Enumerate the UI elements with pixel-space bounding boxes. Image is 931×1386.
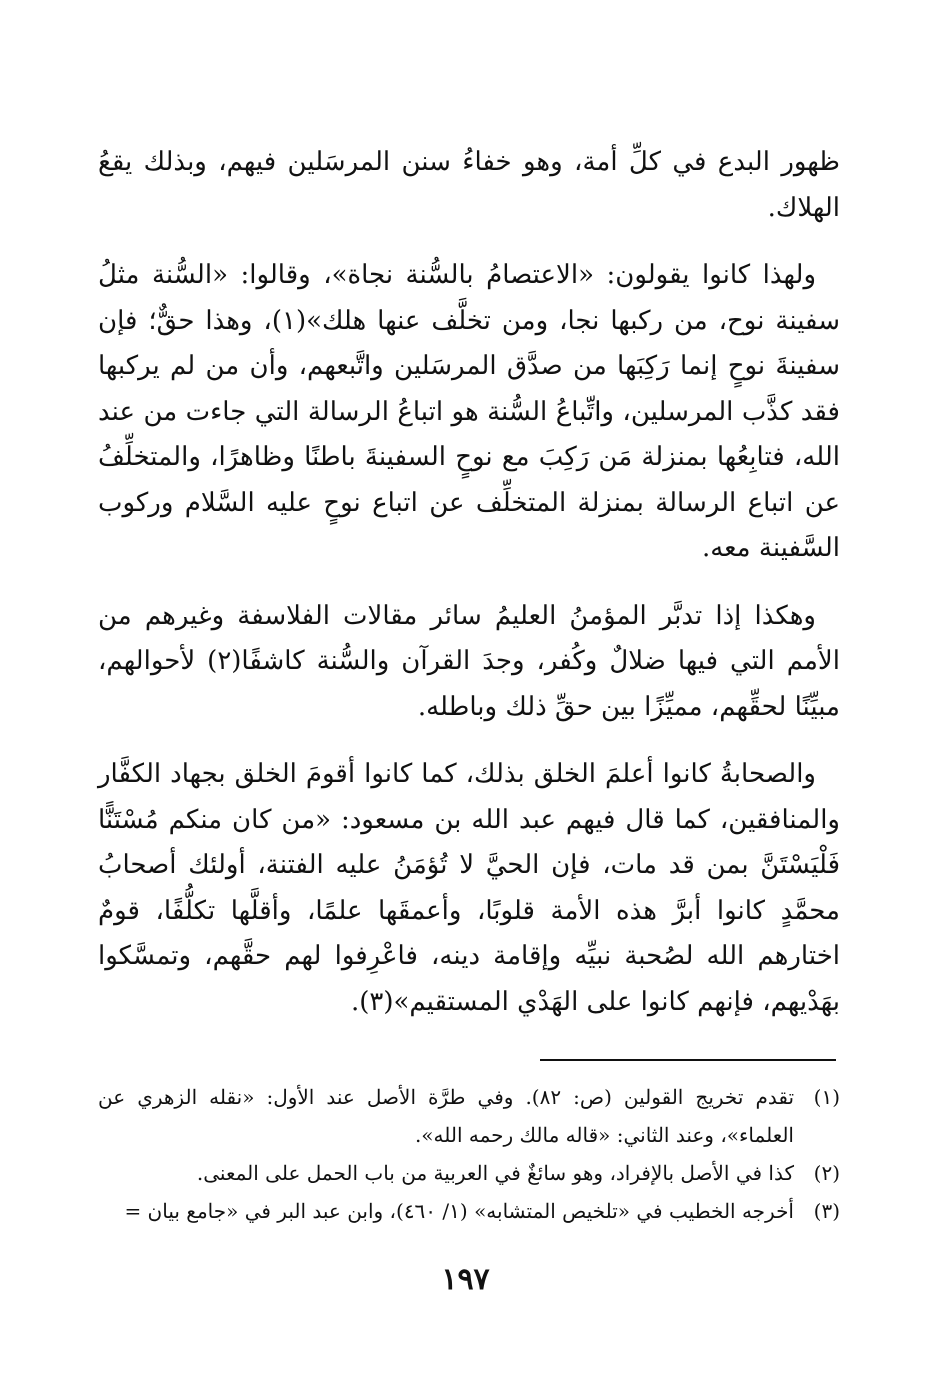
footnote-number: (٢): [813, 1161, 840, 1185]
footnote-text: تقدم تخريج القولين (ص: ٨٢). وفي طرَّة الأصل عند الأول: «نقله الزهري عن العلماء»، وعند الثاني: «قاله مالك رحمه الله».: [98, 1085, 795, 1147]
paragraph-3: وهكذا إذا تدبَّر المؤمنُ العليمُ سائر مقالات الفلاسفة وغيرهم من الأمم التي فيها ضلالٌ وكُفر، وجدَ القرآن والسُّنة كاشفًا(٢) لأحوالهم، مبيِّنًا لحقِّهم، مميِّزًا بين حقِّ ذلك وباطله.: [98, 600, 840, 722]
footnote-1: [98, 1078, 840, 1154]
paragraph-4: والصحابةُ كانوا أعلمَ الخلق بذلك، كما كانوا أقومَ الخلق بجهاد الكفَّار والمنافقين، كما قال فيهم عبد الله بن مسعود: «من كان منكم مُسْتَنًّا فَلْيَسْتَنَّ بمن قد مات، فإن الحيَّ لا تُؤمَنُ عليه الفتنة، أولئك أصحابُ محمَّدٍ كانوا أبرَّ هذه الأمة قلوبًا، وأعمقَها علمًا، وأقلَّها تكلُّفًا، قومٌ اختارهم الله لصُحبة نبيِّه وإقامة دينه، فاعْرِفوا لهم حقَّهم، وتمسَّكوا بهَدْيهم، فإنهم كانوا على الهَدْي المستقيم»(٣).: [98, 759, 840, 1017]
footnote-2: [98, 1154, 840, 1192]
paragraph-1: ظهور البدع في كلِّ أمة، وهو خفاءُ سنن المرسَلين فيهم، وبذلك يقعُ الهلاك.: [98, 147, 840, 223]
main-text: [98, 140, 840, 1047]
footnotes: [98, 1078, 840, 1230]
page-number: ١٩٧: [441, 1262, 490, 1297]
footnote-number: (٣): [813, 1199, 840, 1223]
footnote-text: أخرجه الخطيب في «تلخيص المتشابه» (١/ ٤٦٠)، وابن عبد البر في «جامع بيان =: [124, 1199, 794, 1223]
paragraph-2: ولهذا كانوا يقولون: «الاعتصامُ بالسُّنة نجاة»، وقالوا: «السُّنة مثلُ سفينة نوح، من ركبها نجا، ومن تخلَّف عنها هلك»(١)، وهذا حقٌّ؛ فإن سفينةَ نوحٍ إنما رَكِبَها من صدَّق المرسَلين واتَّبعهم، وأن من لم يركبها فقد كذَّب المرسلين، واتِّباعُ السُّنة هو اتباعُ الرسالة التي جاءت من عند الله، فتابِعُها بمنزلة مَن رَكِبَ مع نوحٍ السفينةَ باطنًا وظاهرًا، والمتخلِّفُ عن اتباع الرسالة بمنزلة المتخلِّف عن اتباع نوحٍ عليه السَّلام وركوب السَّفينة معه.: [98, 260, 840, 563]
footnote-separator: [540, 1059, 836, 1061]
footnote-number: (١): [813, 1085, 840, 1109]
footnote-3: [98, 1192, 840, 1230]
footnote-text: كذا في الأصل بالإفراد، وهو سائغٌ في العربية من باب الحمل على المعنى.: [196, 1161, 794, 1185]
